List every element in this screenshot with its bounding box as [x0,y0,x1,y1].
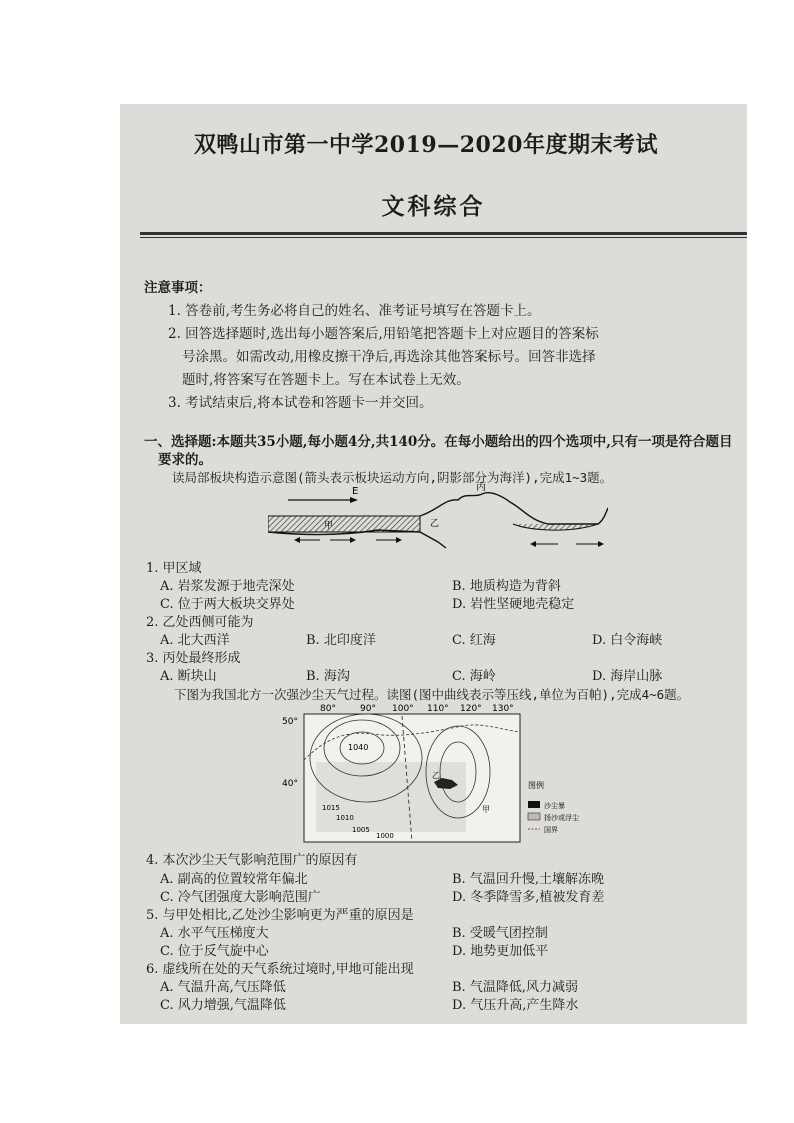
option: B. 受暖气团控制 [452,926,548,941]
notice-item: 题时,将答案写在答题卡上。写在本试卷上无效。 [182,372,470,388]
notice-item: 1. 答卷前,考生务必将自己的姓名、准考证号填写在答题卡上。 [168,303,541,319]
figure1-intro: 读局部板块构造示意图(箭头表示板块运动方向,阴影部分为海洋),完成1~3题。 [172,470,613,485]
legend-label: 沙尘暴 [544,802,565,810]
plate-diagram [268,482,608,550]
header-rule [140,232,747,235]
option: B. 气温降低,风力减弱 [452,980,578,995]
option: B. 海沟 [306,669,350,684]
notice-item: 3. 考试结束后,将本试卷和答题卡一并交回。 [168,395,433,411]
option: A. 气温升高,气压降低 [160,980,286,995]
option: A. 岩浆发源于地壳深处 [160,579,295,594]
place-label: 甲 [482,805,490,814]
exam-subject: 文科综合 [381,193,486,220]
lon-label: 110° [427,704,449,714]
legend-swatch-dust-storm [528,801,540,808]
option: C. 海岭 [452,669,496,684]
legend-label: 国界 [544,826,558,834]
option: A. 副高的位置较常年偏北 [160,872,308,887]
question-stem: 6. 虚线所在处的天气系统过境时,甲地可能出现 [146,962,414,977]
option: D. 地势更加低平 [452,944,549,959]
isobar-label: 1040 [348,743,369,752]
isobar-label: 1015 [322,804,340,812]
section-heading-cont: 要求的。 [158,452,212,468]
option: D. 海岸山脉 [592,669,663,684]
question-stem: 1. 甲区域 [146,561,202,576]
option: A. 北大西洋 [160,633,230,648]
lon-label: 130° [492,704,514,714]
label-bing: 丙 [476,482,486,493]
option: D. 冬季降雪多,植被发育差 [452,890,605,905]
isobar-label: 1005 [352,826,370,834]
isobar-label: 1010 [336,814,354,822]
legend-title: 图例 [528,781,544,790]
option: C. 冷气团强度大影响范围广 [160,890,321,905]
label-yi: 乙 [430,519,440,529]
option: B. 地质构造为背斜 [452,579,561,594]
lon-label: 100° [392,704,414,714]
place-label: 乙 [432,771,440,780]
option: C. 位于反气旋中心 [160,944,269,959]
question-stem: 2. 乙处西侧可能为 [146,615,254,630]
ocean-shading [268,516,420,532]
notice-heading: 注意事项： [144,280,212,296]
lat-label: 50° [282,717,298,727]
lat-label: 40° [282,779,298,789]
legend-label: 扬沙或浮尘 [544,814,579,822]
lon-label: 120° [460,704,482,714]
option: D. 岩性坚硬地壳稳定 [452,597,575,612]
option: B. 北印度洋 [306,633,376,648]
lon-label: 90° [360,704,376,714]
rift-sea [513,524,598,530]
header-rule-thin [140,237,747,238]
question-stem: 5. 与甲处相比,乙处沙尘影响更为严重的原因是 [146,908,414,923]
exam-paper [120,104,747,1024]
option: B. 气温回升慢,土壤解冻晚 [452,872,604,887]
figure2-intro: 下图为我国北方一次强沙尘天气过程。读图(图中曲线表示等压线,单位为百帕),完成4~6题。 [174,687,690,702]
option: D. 白令海峡 [592,633,663,648]
isobar-map [282,702,582,844]
option: A. 断块山 [160,669,217,684]
question-stem: 4. 本次沙尘天气影响范围广的原因有 [146,853,358,868]
notice-item: 号涂黑。如需改动,用橡皮擦干净后,再选涂其他答案标号。回答非选择 [182,349,596,365]
option: D. 气压升高,产生降水 [452,998,579,1013]
option: C. 位于两大板块交界处 [160,597,295,612]
option: C. 红海 [452,633,496,648]
option: A. 水平气压梯度大 [160,926,269,941]
label-e: E [352,486,359,497]
question-stem: 3. 丙处最终形成 [146,651,241,666]
lon-label: 80° [320,704,336,714]
isobar-label: 1000 [376,832,394,840]
option: C. 风力增强,气温降低 [160,998,286,1013]
exam-title: 双鸭山市第一中学2019—2020年度期末考试 [194,132,658,158]
label-jia: 甲 [324,521,334,531]
section-heading: 一、选择题:本题共35小题,每小题4分,共140分。在每小题给出的四个选项中,只有一项是符合题目 [144,434,733,450]
notice-item: 2. 回答选择题时,选出每小题答案后,用铅笔把答题卡上对应题目的答案标 [168,326,599,342]
land-profile [420,493,608,524]
legend-swatch-dust [528,813,540,820]
